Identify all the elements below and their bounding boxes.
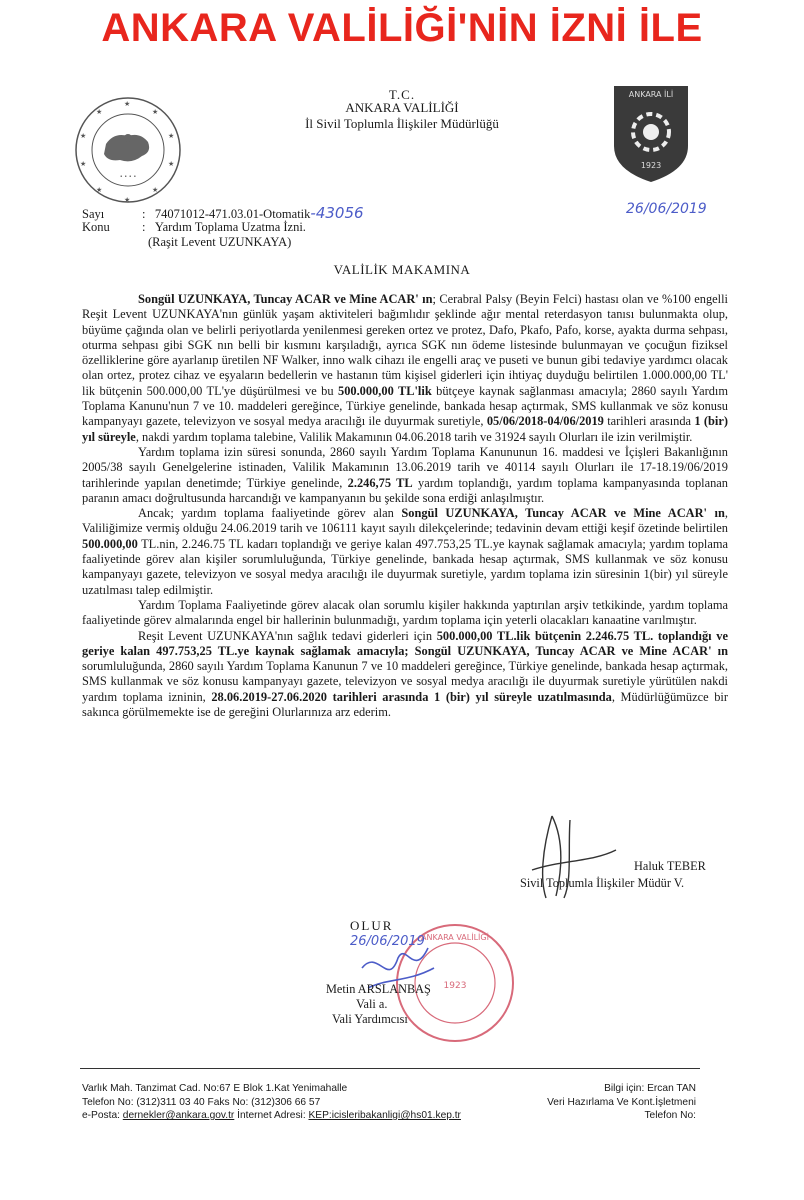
sayi-label: Sayı — [82, 207, 105, 221]
p5-bold-2: 28.06.2019-27.06.2020 tarihleri arasında 1 (bir) yıl süreyle uzatılmasında — [211, 689, 612, 704]
footer-divider — [80, 1068, 700, 1069]
addressee-title: VALİLİK MAKAMINA — [333, 262, 471, 277]
seal-right-year: 1923 — [640, 161, 662, 170]
republic-label: T.C. — [388, 87, 416, 102]
svg-text:★: ★ — [80, 132, 87, 140]
footer-web-link[interactable]: KEP:icisleribakanligi@hs01.kep.tr — [308, 1110, 461, 1121]
directorate-name: İl Sivil Toplumla İlişkiler Müdürlüğü — [305, 116, 499, 131]
svg-text:★: ★ — [168, 132, 175, 140]
permission-banner: ANKARA VALİLİĞİ'NİN İZNİ İLE — [101, 6, 703, 50]
p3-text-3: TL.nin, 2.246.75 TL kadarı toplandığı ve geriye kalan 497.753,25 TL.ye kaynak sağlamak amacıyla; yardım toplama faaliyetinde görev alan kişiler sorumluluğunda, Türkiye genelinde, bankada hesap açtırmak, SMS kullanmak ve söz konusu kampanyayı gazete, televizyon ve sosyal medya aracılığı ile duyurmak suretiyle, yardım toplama izin süresinin 1(bir) yıl süreyle uzatılması talep edilmiştir. — [82, 536, 728, 597]
svg-text:★: ★ — [152, 108, 159, 116]
vice-governor-role-1: Vali a. — [356, 997, 388, 1011]
approval-date-handwritten: 26/06/2019 — [350, 934, 425, 949]
vice-governor-name: Metin ARSLANBAŞ — [326, 982, 431, 996]
svg-text:★: ★ — [152, 186, 159, 194]
sayi-value: 74071012-471.03.01-Otomatik — [154, 207, 311, 221]
sayi-handwritten: -43056 — [310, 204, 364, 222]
svg-text:★: ★ — [80, 160, 87, 168]
p1-bold-1: Songül UZUNKAYA, Tuncay ACAR ve Mine ACAR' ın — [138, 292, 433, 306]
letter-body — [82, 292, 728, 720]
stamp-text: ANKARA VALİLİĞİ — [421, 933, 489, 942]
p2-text-2: yardım toplandığı, yardım toplama kampanyasında toplanan paranın amacı doğrultusunda harcandığı ve kampanyanın bu şekilde sona erdiği anlaşılmıştır. — [82, 475, 728, 505]
p5-text-2: sorumluluğunda, 2860 sayılı Yardım Toplama Kanunun 7 ve 10 maddeleri gereğince, Türkiye genelinde, bankada hesap açtırmak, SMS kullanmak ve söz konusu kampanyayı gazete, televizyon ve sosyal medya aracılığı ile duyurmak suretiyle yürütülen nakdi yardım toplama izninin, — [82, 659, 728, 704]
p5-bold-1: 500.000,00 TL.lik bütçenin 2.246.75 TL. toplandığı ve geriye kalan 497.753,25 TL.ye kaynak sağlamak amacıyla; Songül UZUNKAYA, Tuncay ACAR ve Mine ACAR' ın — [82, 628, 728, 658]
footer-info-contact: Bilgi için: Ercan TAN — [604, 1083, 696, 1094]
director-signature-block — [520, 858, 706, 892]
sayi-row: Sayı : 74071012-471.03.01-Otomatik-43056 — [82, 204, 364, 222]
svg-text:• • • •: • • • • — [119, 174, 137, 180]
approval-label: OLUR — [350, 918, 394, 933]
vice-governor-signature-block — [326, 982, 431, 1027]
footer-phone: Telefon No: (312)311 03 40 Faks No: (312)306 66 57 — [82, 1096, 321, 1108]
governorship-name: ANKARA VALİLİĞİ — [345, 100, 459, 115]
ankara-province-logo-icon — [612, 84, 690, 184]
p1-text-2: bütçeye kaynak sağlanması amacıyla; 2860 sayılı Yardım Toplama Kanunu'nun 7 ve 10. maddeleri gereğince, Türkiye genelinde, bankada hesap açtırmak, SMS kullanmak ve söz konusu kampanyayı gazete, televizyon ve sosyal medya aracılığı ile duyurmak suretiyle, — [82, 383, 729, 429]
konu-row: Konu : Yardım Toplama Uzatma İzni. — [82, 220, 306, 234]
p5-text-1: Reşit Levent UZUNKAYA'nın sağlık tedavi giderleri için — [138, 628, 437, 643]
konu-label: Konu — [82, 220, 110, 234]
p3-text-1: Ancak; yardım toplama faaliyetinde görev alan — [138, 506, 402, 521]
director-name: Haluk TEBER — [634, 859, 706, 873]
p1-text-4: , nakdi yardım toplama talebine, Valilik Makamının 04.06.2018 tarih ve 31924 sayılı Olurları ile izin verilmiştir. — [135, 429, 693, 444]
vice-governor-role-2: Vali Yardımcısı — [332, 1012, 408, 1026]
p1-bold-4: 1 (bir) yıl süreyle — [82, 414, 728, 444]
paragraph-4 — [82, 598, 728, 629]
stamp-year: 1923 — [443, 981, 467, 991]
paragraph-1 — [82, 292, 728, 445]
p1-bold-2: 500.000,00 TL'lik — [338, 383, 432, 398]
p2-text-1: Yardım toplama izin süresi sonunda, 2860 sayılı Yardım Toplama Kanununun 16. maddesi ve İçişleri Bakanlığının 2005/38 sayılı Genelgelerine istinaden, Valilik Makamının 13.06.2019 tarih ve 40114 sayılı Olurları ile 17-18.19/06/2019 tarihlerinde yapılan denetimde; Türkiye genelinde, — [82, 444, 728, 490]
svg-text:★: ★ — [96, 186, 103, 194]
paragraph-2 — [82, 445, 728, 506]
footer-info — [547, 1082, 696, 1123]
footer-web-label: İnternet Adresi: — [234, 1110, 309, 1121]
p4-text-1: Yardım Toplama Faaliyetinde görev alacak olan sorumlu kişiler hakkında yaptırılan arşiv tetkikinde, yardım toplama faaliyetinde görev almalarında engel bir hallerinin bulunmadığı, yardım toplama için yeterli olacakları kanaatine varılmıştır. — [82, 597, 728, 628]
p2-bold-1: 2.246,75 TL — [347, 475, 413, 490]
p3-text-2: , Valiliğimize vermiş olduğu 24.06.2019 tarih ve 106111 kayıt sayılı dilekçelerinde; tedavinin devam ettiği keşif özetinde belirtilen — [82, 506, 728, 536]
p1-bold-3: 05/06/2018-04/06/2019 — [486, 414, 604, 429]
footer-info-tel: Telefon No: — [644, 1110, 696, 1121]
document-date-handwritten: 26/06/2019 — [626, 201, 707, 217]
footer-info-dept: Veri Hazırlama Ve Kont.İşletmeni — [547, 1096, 696, 1108]
paragraph-3 — [82, 506, 728, 598]
p1-text-1: ; Cerabral Palsy (Beyin Felci) hastası olan ve %100 engelli Reşit Levent UZUNKAYA'nın günlük yaşam aktiviteleri bağımlıdır şeklinde ağır mental reterdasyon tanısı bulunmakta olup, büyüme çağında olan ve belirli periyotlarda yenilenmesi gereken ortez ve protez, Dafo, Pkafo, Pafo, korse, ayakta durma sehpası, oturma sehpası gibi SGK nın belli bir kısmını karşıladığı, ayrıca SGK nın ödeme listesinde bulunmayan ve çocuğun fiziksel özelliklerine göre ayarlanıp üretilen NF Walker, inno walk cihazı ile engelli araç ve puseti ve bunun gibi tedaviye yardımcı olacak olan ortez, protez cihaz ve eşyaların bedellerin ve hastanın tüm kişisel giderleri için ihtiyaç duyduğu belirtilen 1.000.000,00 TL' lik bütçenin 500.000,00 TL'ye düşürülmesi ve bu — [82, 292, 728, 398]
svg-text:★: ★ — [96, 108, 103, 116]
director-title: Sivil Toplumla İlişkiler Müdür V. — [520, 876, 685, 890]
svg-text:★: ★ — [124, 196, 131, 204]
p5-text-3: , Müdürlüğümüzce bir sakınca görülmemekte ise de gereğini Olurlarınıza arz ederim. — [82, 689, 728, 720]
p3-bold-1: Songül UZUNKAYA, Tuncay ACAR ve Mine ACAR' ın — [401, 506, 725, 521]
p1-text-3: tarihleri arasında — [603, 414, 695, 429]
svg-text:★: ★ — [168, 160, 175, 168]
footer-email-link[interactable]: dernekler@ankara.gov.tr — [122, 1110, 235, 1121]
footer-email-label: e-Posta: — [82, 1110, 123, 1121]
seal-right-top-text: ANKARA İLİ — [628, 90, 674, 99]
konu-value: Yardım Toplama Uzatma İzni. — [154, 220, 306, 234]
p3-bold-2: 500.000,00 — [82, 536, 138, 551]
konu-subject-name: (Raşit Levent UZUNKAYA) — [148, 235, 292, 249]
footer-address: Varlık Mah. Tanzimat Cad. No:67 E Blok 1.Kat Yenimahalle — [82, 1083, 348, 1094]
svg-text:★: ★ — [124, 100, 131, 108]
paragraph-5 — [82, 629, 728, 721]
footer-contact — [82, 1082, 461, 1123]
